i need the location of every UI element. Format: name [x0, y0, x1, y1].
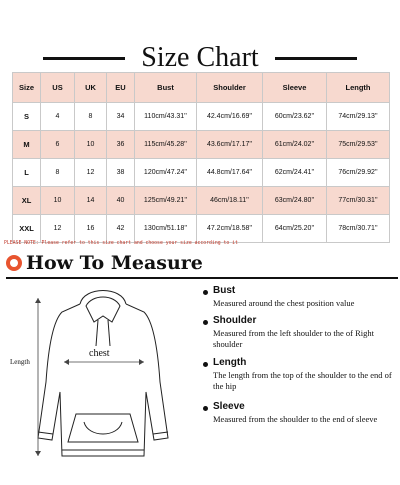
how-to-measure-title: How To Measure [26, 252, 203, 274]
table-cell: 43.6cm/17.17'' [197, 131, 263, 159]
size-table [12, 72, 390, 243]
table-cell: 120cm/47.24'' [135, 159, 197, 187]
header-cell-eu: EU [107, 73, 135, 103]
table-cell: 42.4cm/16.69'' [197, 103, 263, 131]
table-cell: 77cm/30.31'' [327, 187, 390, 215]
header-cell-uk: UK [75, 73, 107, 103]
table-cell: 75cm/29.53'' [327, 131, 390, 159]
table-cell: 10 [75, 131, 107, 159]
table-row [13, 103, 390, 131]
bullet-icon [203, 290, 208, 295]
table-cell: XXL [13, 215, 41, 243]
measure-desc: Measured from the shoulder to the end of sleeve [213, 414, 378, 424]
measure-name: Bust [213, 285, 236, 296]
table-cell: 60cm/23.62'' [263, 103, 327, 131]
measure-name: Shoulder [213, 315, 257, 326]
table-cell: 46cm/18.11'' [197, 187, 263, 215]
page-title: Size Chart [141, 42, 259, 73]
table-cell: 78cm/30.71'' [327, 215, 390, 243]
header-cell-sleeve: Sleeve [263, 73, 327, 103]
measure-name: Sleeve [213, 401, 245, 412]
bullet-icon [203, 320, 208, 325]
table-cell: 110cm/43.31'' [135, 103, 197, 131]
table-cell: 63cm/24.80'' [263, 187, 327, 215]
table-cell: 61cm/24.02'' [263, 131, 327, 159]
header-cell-bust: Bust [135, 73, 197, 103]
table-cell: 47.2cm/18.58'' [197, 215, 263, 243]
table-row [13, 187, 390, 215]
table-cell: M [13, 131, 41, 159]
table-cell: 44.8cm/17.64'' [197, 159, 263, 187]
table-cell: 42 [107, 215, 135, 243]
measure-desc: The length from the top of the shoulder to the end of the hip [213, 370, 392, 391]
table-cell: 64cm/25.20'' [263, 215, 327, 243]
table-cell: 62cm/24.41'' [263, 159, 327, 187]
table-row [13, 215, 390, 243]
title-rule-left [43, 57, 125, 60]
table-cell: S [13, 103, 41, 131]
table-cell: 12 [75, 159, 107, 187]
table-cell: 74cm/29.13'' [327, 103, 390, 131]
circle-bullet-icon [6, 255, 22, 271]
table-row [13, 159, 390, 187]
bullet-icon [203, 406, 208, 411]
table-cell: 130cm/51.18'' [135, 215, 197, 243]
header-cell-us: US [41, 73, 75, 103]
title-rule-right [275, 57, 357, 60]
table-cell: 125cm/49.21'' [135, 187, 197, 215]
table-cell: 8 [41, 159, 75, 187]
table-header-row [13, 73, 390, 103]
table-cell: 10 [41, 187, 75, 215]
table-cell: 115cm/45.28'' [135, 131, 197, 159]
chest-label: chest [89, 348, 110, 359]
table-cell: L [13, 159, 41, 187]
table-cell: 12 [41, 215, 75, 243]
table-cell: 76cm/29.92'' [327, 159, 390, 187]
measure-name: Length [213, 357, 247, 368]
hoodie-outline-icon [0, 282, 200, 480]
hoodie-figure [0, 282, 200, 480]
measure-desc: Measured from the left shoulder to the of Right shoulder [213, 328, 374, 349]
measure-desc: Measured around the chest position value [213, 298, 355, 308]
table-cell: 36 [107, 131, 135, 159]
table-cell: 4 [41, 103, 75, 131]
table-cell: XL [13, 187, 41, 215]
header-cell-length: Length [327, 73, 390, 103]
table-cell: 6 [41, 131, 75, 159]
table-cell: 38 [107, 159, 135, 187]
table-row [13, 131, 390, 159]
header-cell-shoulder: Shoulder [197, 73, 263, 103]
how-to-measure-header [6, 251, 396, 275]
size-note: PLEASE NOTE: Please refer to this size chart and choose your size according to it [4, 241, 238, 246]
table-cell: 40 [107, 187, 135, 215]
table-cell: 34 [107, 103, 135, 131]
table-cell: 8 [75, 103, 107, 131]
table-cell: 16 [75, 215, 107, 243]
header-cell-size: Size [13, 73, 41, 103]
bullet-icon [203, 362, 208, 367]
length-label: Length [10, 358, 30, 366]
table-cell: 14 [75, 187, 107, 215]
section-underline [6, 277, 398, 279]
